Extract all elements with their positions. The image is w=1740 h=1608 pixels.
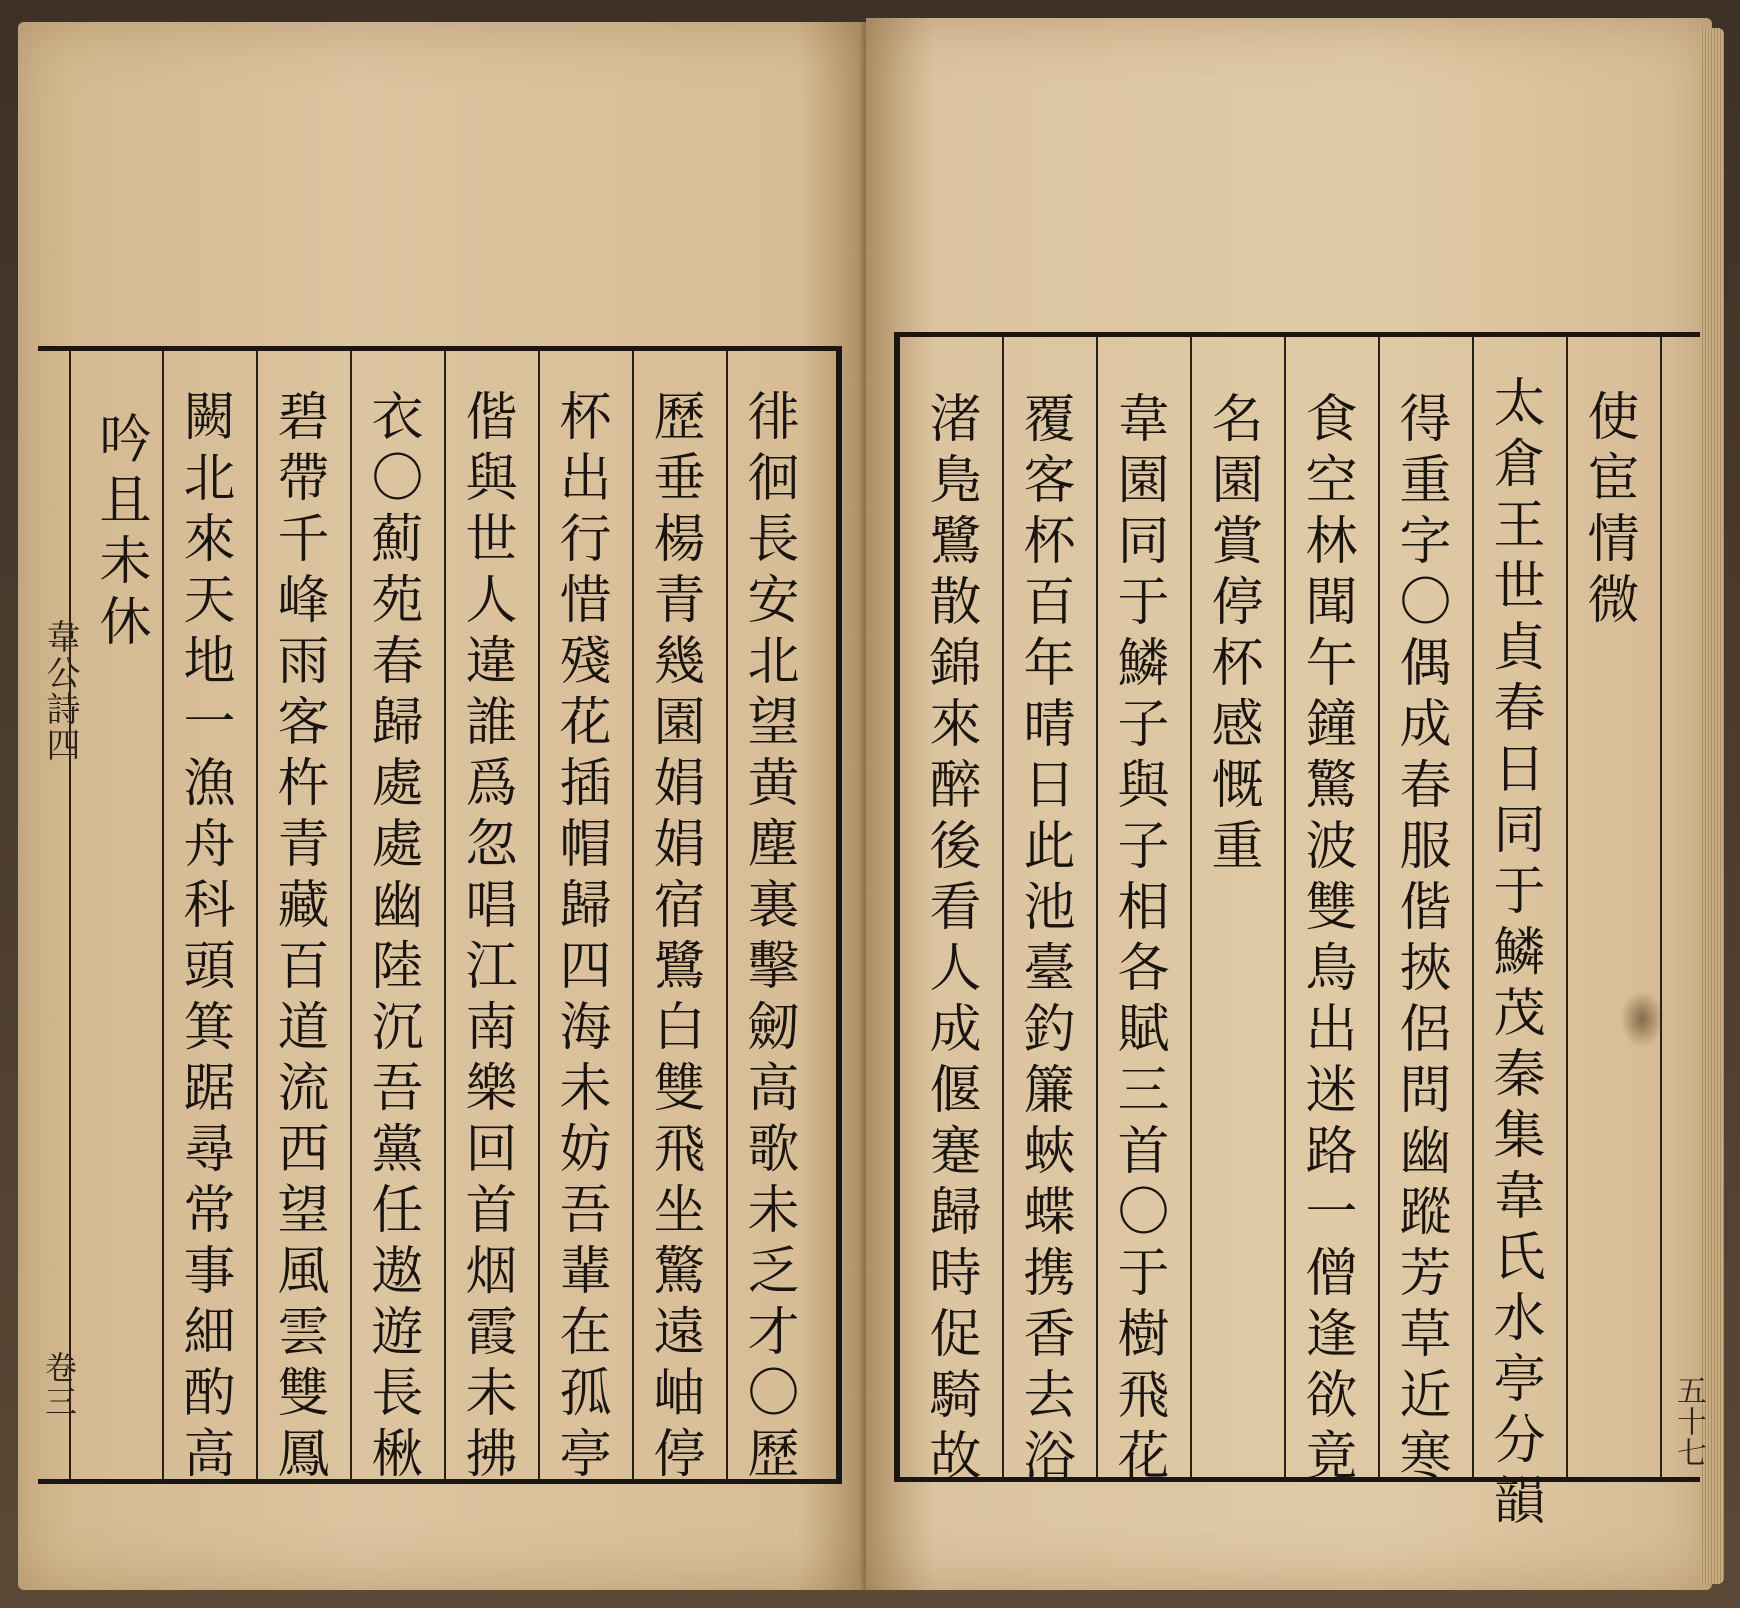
text-column: 衣〇薊苑春歸處處幽陸沉吾黨任遨遊長楸 bbox=[362, 389, 422, 1487]
block-heart-title: 韋公詩四 bbox=[40, 619, 80, 763]
left-page-frame bbox=[38, 346, 842, 1487]
text-column: 碧帶千峰雨客杵青藏百道流西望風雲雙鳳 bbox=[268, 389, 328, 1487]
column-rule bbox=[1002, 337, 1004, 1477]
column-rule bbox=[1190, 337, 1192, 1477]
text-column: 吟且未休 bbox=[90, 411, 150, 655]
text-column: 使宦情微 bbox=[1578, 389, 1638, 633]
column-rule bbox=[538, 351, 540, 1479]
column-rule bbox=[1378, 337, 1380, 1477]
text-column: 偕與世人違誰爲忽唱江南樂回首烟霞未拂 bbox=[456, 389, 516, 1487]
text-column: 杯出行惜殘花插帽歸四海未妨吾輩在孤亭 bbox=[550, 389, 610, 1487]
text-column: 歷垂楊青幾園娟娟宿鷺白雙飛坐驚遠岫停 bbox=[644, 389, 704, 1487]
text-column: 太倉王世貞春日同于鱗茂秦集韋氏水亭分韻 bbox=[1484, 375, 1544, 1534]
text-column: 渚鳬鷺散錦來醉後看人成偃蹇歸時促騎故 bbox=[920, 391, 980, 1489]
column-rule bbox=[350, 351, 352, 1479]
column-rule bbox=[69, 351, 71, 1479]
text-column: 徘徊長安北望黄塵裏擊劒高歌未乏才〇歷 bbox=[738, 389, 798, 1487]
right-page-frame bbox=[894, 332, 1706, 1534]
page-edges bbox=[1700, 28, 1724, 1584]
column-rule bbox=[256, 351, 258, 1479]
text-column: 韋園同于鱗子與子相各賦三首〇于樹飛花 bbox=[1108, 391, 1168, 1489]
column-rule bbox=[726, 351, 728, 1479]
text-column: 名園賞停杯感慨重 bbox=[1202, 391, 1262, 879]
text-column: 得重字〇偶成春服偕挾侶問幽蹤芳草近寒 bbox=[1390, 391, 1450, 1489]
column-rule bbox=[1566, 337, 1568, 1477]
column-rule bbox=[1472, 337, 1474, 1477]
column-rule bbox=[1096, 337, 1098, 1477]
column-rule bbox=[632, 351, 634, 1479]
column-rule bbox=[444, 351, 446, 1479]
text-column: 闕北來天地一漁舟科頭箕踞尋常事細酌高 bbox=[174, 389, 234, 1487]
block-heart-volume: 卷三 bbox=[40, 1351, 78, 1419]
column-rule bbox=[1284, 337, 1286, 1477]
block-heart-page-number: 五十七 bbox=[1671, 1375, 1706, 1468]
column-rule bbox=[1660, 337, 1662, 1477]
text-column: 覆客杯百年晴日此池臺釣簾蛺蝶携香去浴 bbox=[1014, 391, 1074, 1489]
text-column: 食空林聞午鐘驚波雙鳥出迷路一僧逢欲竟 bbox=[1296, 391, 1356, 1489]
column-rule bbox=[162, 351, 164, 1479]
ink-stain bbox=[1620, 990, 1664, 1048]
